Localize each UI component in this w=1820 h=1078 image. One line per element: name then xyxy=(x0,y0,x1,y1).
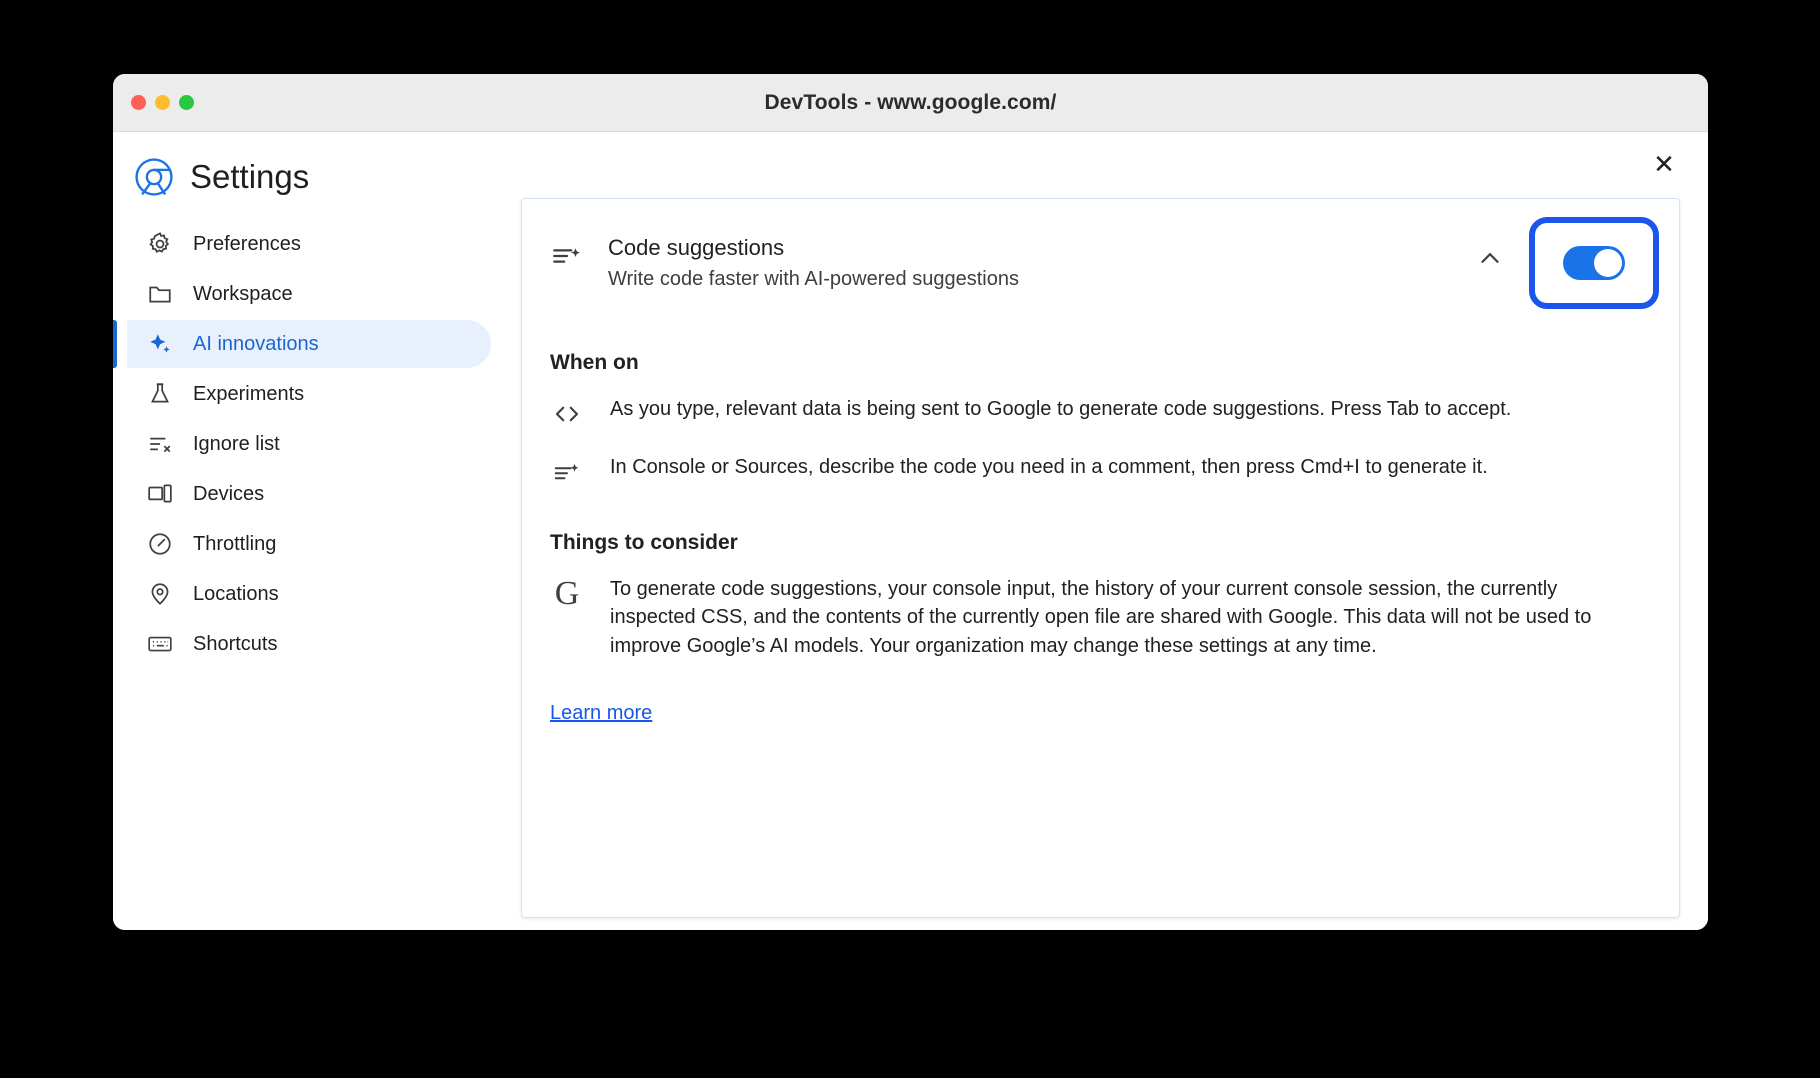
sparkle-lines-icon xyxy=(550,455,584,489)
when-on-item-text: In Console or Sources, describe the code you need in a comment, then press Cmd+I to generate it. xyxy=(610,456,1488,478)
list-x-icon xyxy=(147,431,173,457)
code-suggestions-toggle-highlight xyxy=(1529,217,1659,309)
code-suggestions-toggle[interactable] xyxy=(1563,246,1625,280)
sparkle-icon xyxy=(147,331,173,357)
close-icon[interactable]: ✕ xyxy=(1653,149,1675,179)
pin-icon xyxy=(147,581,173,607)
sidebar-item-experiments[interactable] xyxy=(127,370,491,418)
card-header xyxy=(522,199,1679,309)
settings-sidebar xyxy=(113,132,513,930)
window-minimize-button[interactable] xyxy=(155,95,170,110)
traffic-lights xyxy=(113,95,194,110)
sidebar-item-label: Workspace xyxy=(193,282,293,305)
learn-more-link[interactable]: Learn more xyxy=(550,702,653,725)
sidebar-item-throttling[interactable] xyxy=(127,520,491,568)
sidebar-item-label: Locations xyxy=(193,582,279,605)
gear-icon xyxy=(147,231,173,257)
code-suggestions-card xyxy=(521,198,1680,918)
window-close-button[interactable] xyxy=(131,95,146,110)
sidebar-item-locations[interactable] xyxy=(127,570,491,618)
devtools-window xyxy=(113,74,1708,930)
things-to-consider-heading: Things to consider xyxy=(550,531,738,554)
chevron-up-icon[interactable] xyxy=(1475,243,1505,273)
window-titlebar xyxy=(113,74,1708,132)
sidebar-item-label: Experiments xyxy=(193,382,305,405)
page-title: Settings xyxy=(190,158,310,195)
chrome-devtools-logo-icon xyxy=(135,158,173,196)
sidebar-item-ai-innovations[interactable] xyxy=(127,320,491,368)
sidebar-item-label: Preferences xyxy=(193,232,301,255)
sidebar-item-label: Devices xyxy=(193,482,265,505)
when-on-item xyxy=(550,395,1639,431)
code-suggestions-icon xyxy=(550,239,584,273)
window-maximize-button[interactable] xyxy=(179,95,194,110)
sidebar-item-label: AI innovations xyxy=(193,332,319,355)
sidebar-item-label: Shortcuts xyxy=(193,632,278,655)
things-to-consider-item xyxy=(550,575,1639,660)
sidebar-item-workspace[interactable] xyxy=(127,270,491,318)
sidebar-item-devices[interactable] xyxy=(127,470,491,518)
sidebar-item-preferences[interactable] xyxy=(127,220,491,268)
sidebar-item-label: Throttling xyxy=(193,532,277,555)
toggle-knob xyxy=(1594,249,1622,277)
gauge-icon xyxy=(147,531,173,557)
when-on-heading: When on xyxy=(550,351,639,374)
google-g-icon: G xyxy=(554,575,580,612)
sidebar-item-shortcuts[interactable] xyxy=(127,620,491,668)
card-title: Code suggestions xyxy=(608,235,785,260)
card-subtitle: Write code faster with AI-powered suggestions xyxy=(608,268,1019,290)
sidebar-item-label: Ignore list xyxy=(193,432,280,455)
devices-icon xyxy=(147,481,173,507)
folder-icon xyxy=(147,281,173,307)
things-to-consider-item-text: To generate code suggestions, your console input, the history of your current console session, the currently inspected CSS, and the contents of the currently open file are shared with Google. This data will not be used to improve Google’s AI models. Your organization may change these settings at any time. xyxy=(610,578,1592,657)
flask-icon xyxy=(147,381,173,407)
window-body xyxy=(113,132,1708,930)
sidebar-item-ignore-list[interactable] xyxy=(127,420,491,468)
when-on-item-text: As you type, relevant data is being sent to Google to generate code suggestions. Press Tab to accept. xyxy=(610,398,1512,420)
window-title: DevTools - www.google.com/ xyxy=(764,90,1057,114)
keyboard-icon xyxy=(147,631,173,657)
settings-content xyxy=(513,132,1708,930)
settings-header xyxy=(113,158,513,196)
code-brackets-icon xyxy=(550,397,584,431)
card-header-text xyxy=(608,235,1451,291)
when-on-item xyxy=(550,453,1639,489)
